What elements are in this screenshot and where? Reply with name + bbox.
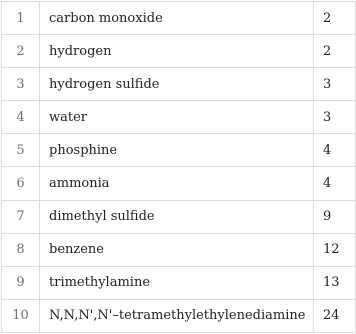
compound-name: trimethylamine [40, 266, 314, 299]
compound-name: dimethyl sulfide [40, 200, 314, 233]
compound-name: ammonia [40, 167, 314, 200]
table-row [2, 299, 356, 332]
table-row [2, 167, 356, 200]
table-row [2, 200, 356, 233]
compound-value: 2 [314, 2, 356, 35]
compound-name: water [40, 101, 314, 134]
table-row [2, 233, 356, 266]
compound-value: 24 [314, 299, 356, 332]
compound-name: phosphine [40, 134, 314, 167]
row-index: 7 [2, 200, 40, 233]
row-index: 1 [2, 2, 40, 35]
compound-name: carbon monoxide [40, 2, 314, 35]
compound-value: 13 [314, 266, 356, 299]
row-index: 4 [2, 101, 40, 134]
table-row [2, 101, 356, 134]
row-index: 6 [2, 167, 40, 200]
row-index: 10 [2, 299, 40, 332]
compound-value: 2 [314, 35, 356, 68]
table-row [2, 134, 356, 167]
compound-value: 4 [314, 134, 356, 167]
table-row [2, 68, 356, 101]
compound-name: hydrogen sulfide [40, 68, 314, 101]
table-row [2, 2, 356, 35]
row-index: 8 [2, 233, 40, 266]
compound-value: 12 [314, 233, 356, 266]
compound-name: benzene [40, 233, 314, 266]
table-row [2, 35, 356, 68]
row-index: 5 [2, 134, 40, 167]
compound-value: 3 [314, 68, 356, 101]
compound-value: 9 [314, 200, 356, 233]
compound-name: N,N,N',N'–tetramethylethylenediamine [40, 299, 314, 332]
compound-value: 3 [314, 101, 356, 134]
row-index: 9 [2, 266, 40, 299]
row-index: 3 [2, 68, 40, 101]
table-row [2, 266, 356, 299]
row-index: 2 [2, 35, 40, 68]
compound-value: 4 [314, 167, 356, 200]
compound-name: hydrogen [40, 35, 314, 68]
compound-table [1, 1, 356, 333]
